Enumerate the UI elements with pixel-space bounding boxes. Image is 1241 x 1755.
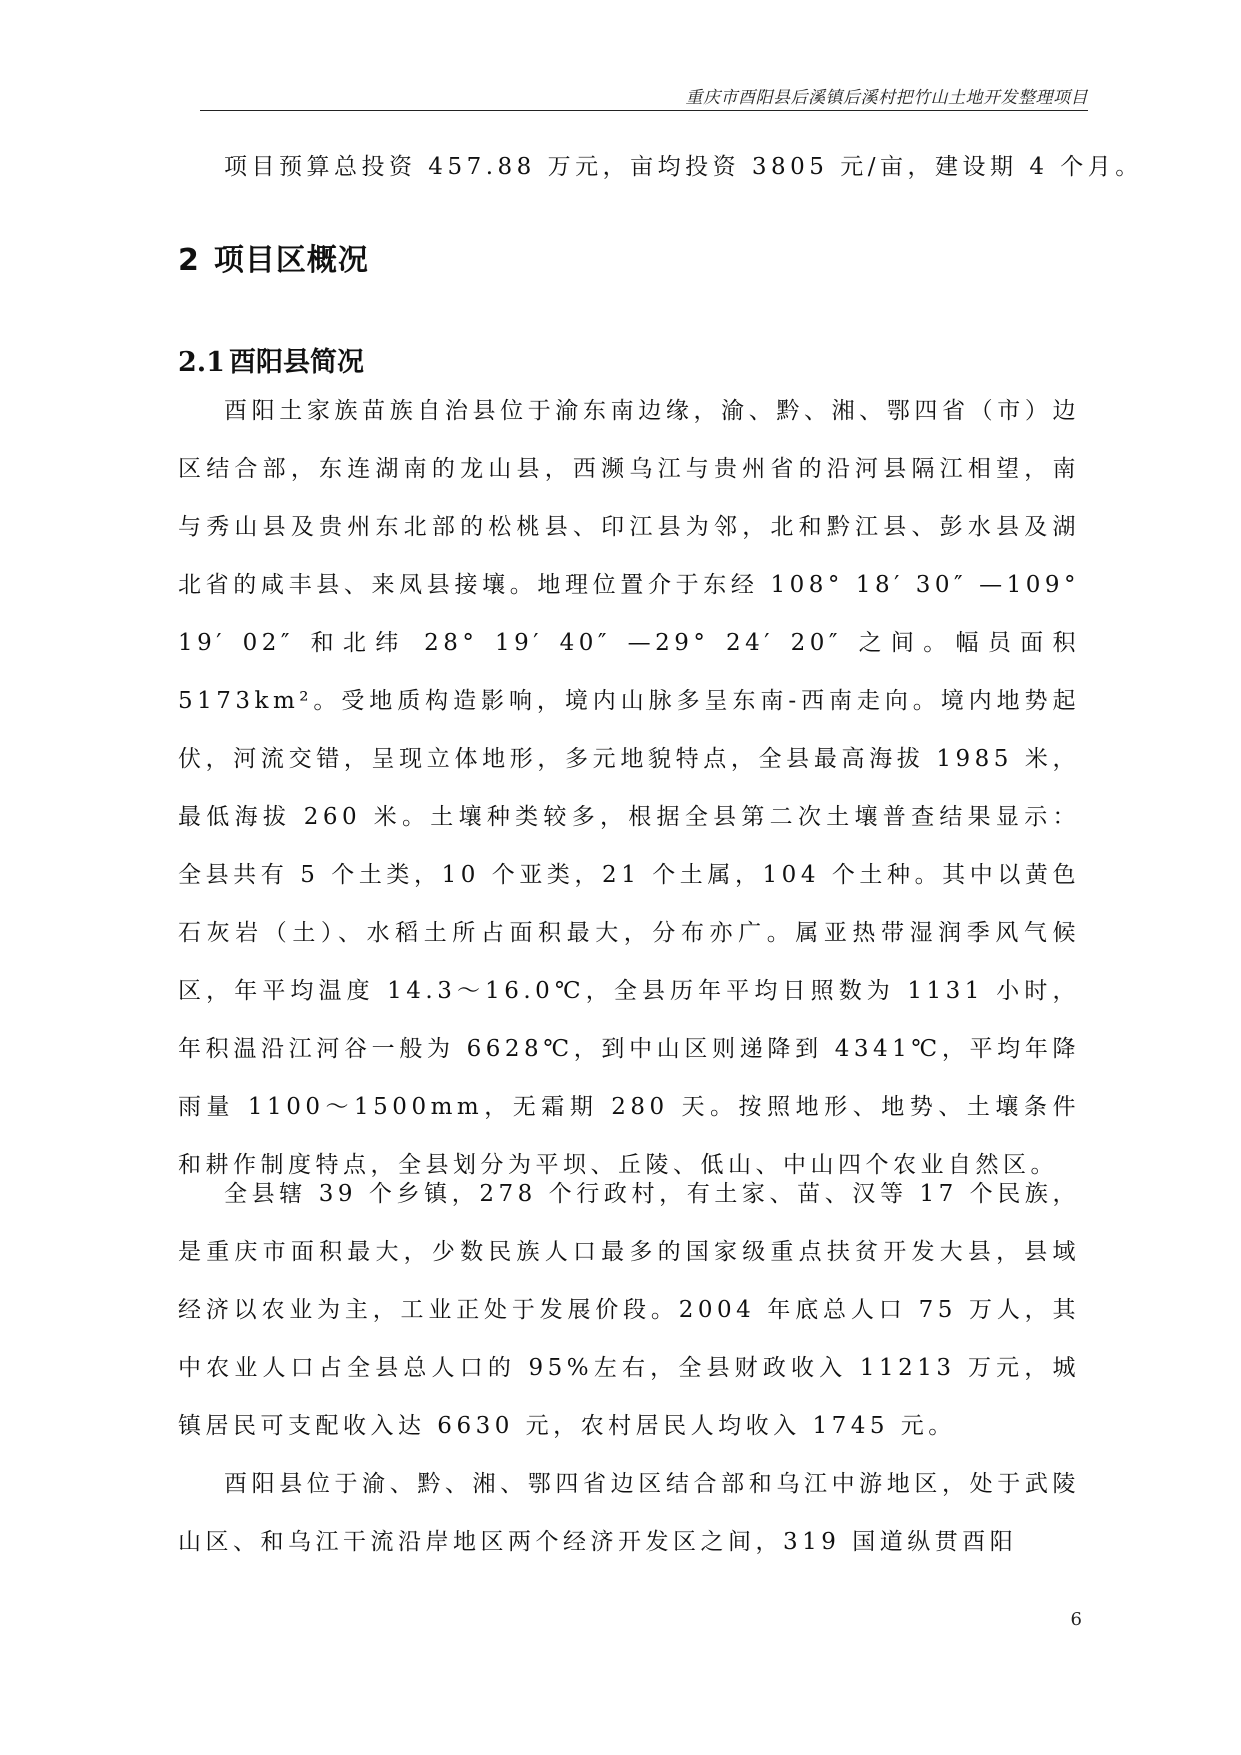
subsection-number: 2.1	[178, 347, 225, 378]
page-number: 6	[1070, 1609, 1082, 1630]
header-rule	[200, 110, 1088, 111]
paragraph-location	[178, 1455, 1080, 1571]
section-title: 项目区概况	[213, 243, 369, 278]
subsection-heading	[178, 340, 364, 386]
subsection-title: 酉阳县简况	[228, 347, 364, 378]
section-heading	[178, 236, 369, 286]
paragraph-text: 酉阳县位于渝、黔、湘、鄂四省边区结合部和乌江中游地区，处于武陵山区、和乌江干流沿岸地区两个经济开发区之间，319 国道纵贯酉阳	[178, 1471, 1080, 1555]
paragraph-text: 酉阳土家族苗族自治县位于渝东南边缘，渝、黔、湘、鄂四省（市）边区结合部，东连湖南的龙山县，西濒乌江与贵州省的沿河县隔江相望，南与秀山县及贵州东北部的松桃县、印江县为邻，北和黔江县、彭水县及湖北省的咸丰县、来凤县接壤。地理位置介于东经 108° 18′ 30″ —109° 19′ 02″ 和北纬 28° 19′ 40″ —29° 24′ 20″ 之间。幅员面积 5173km²。受地质构造影响，境内山脉多呈东南-西南走向。境内地势起伏，河流交错，呈现立体地形，多元地貌特点，全县最高海拔 1985 米，最低海拔 260 米。土壤种类较多，根据全县第二次土壤普查结果显示：全县共有 5 个土类，10 个亚类，21 个土属，104 个土种。其中以黄色石灰岩（土）、水稻土所占面积最大，分布亦广。属亚热带湿润季风气候区，年平均温度 14.3～16.0℃，全县历年平均日照数为 1131 小时，年积温沿江河谷一般为 6628℃，到中山区则递降到 4341℃，平均年降雨量 1100～1500mm，无霜期 280 天。按照地形、地势、土壤条件和耕作制度特点，全县划分为平坝、丘陵、低山、中山四个农业自然区。	[178, 398, 1080, 1178]
budget-paragraph: 项目预算总投资 457.88 万元，亩均投资 3805 元/亩，建设期 4 个月。	[224, 154, 1143, 180]
section-number: 2	[178, 243, 200, 278]
paragraph-text: 全县辖 39 个乡镇，278 个行政村，有土家、苗、汉等 17 个民族，是重庆市面积最大，少数民族人口最多的国家级重点扶贫开发大县，县域经济以农业为主，工业正处于发展价段。2004 年底总人口 75 万人，其中农业人口占全县总人口的 95%左右，全县财政收入 11213 万元，城镇居民可支配收入达 6630 元，农村居民人均收入 1745 元。	[178, 1181, 1080, 1439]
running-header: 重庆市酉阳县后溪镇后溪村把竹山土地开发整理项目	[685, 88, 1088, 108]
paragraph-economy	[178, 1165, 1080, 1455]
paragraph-geography	[178, 382, 1080, 1194]
